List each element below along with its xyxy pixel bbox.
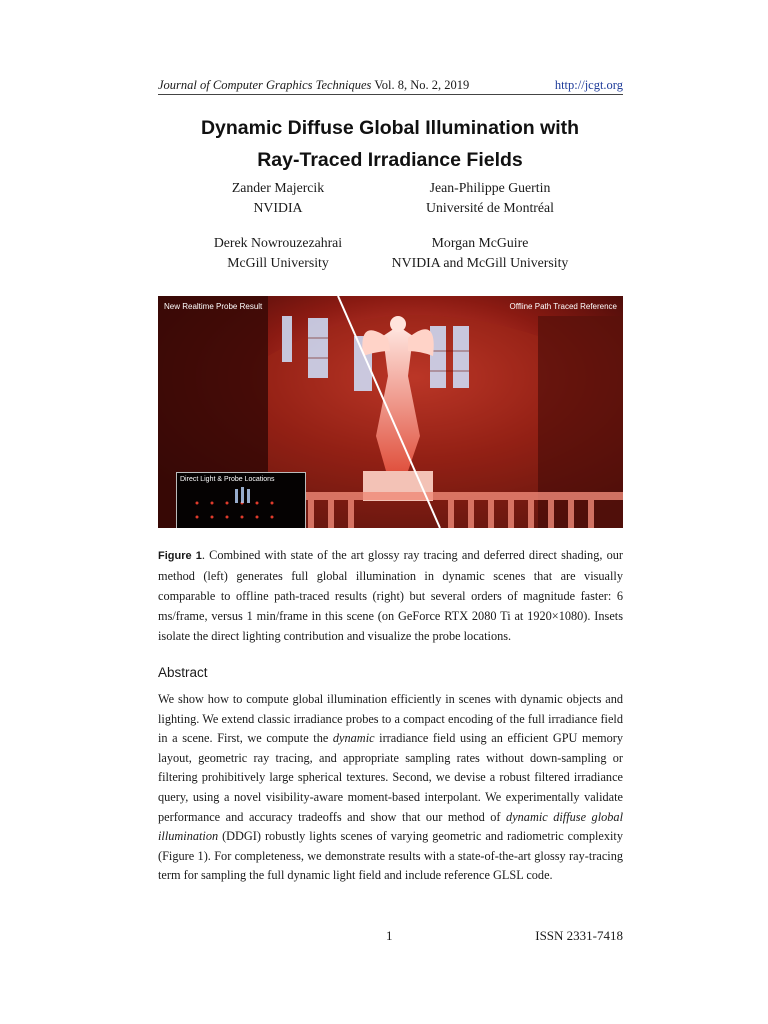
journal-volume: Vol. 8, No. 2, 2019 [374, 78, 470, 92]
figure-label-left: New Realtime Probe Result [164, 302, 263, 311]
title-line-2: Ray-Traced Irradiance Fields [257, 149, 523, 171]
figure-tag: Figure 1 [158, 550, 202, 562]
author-block [360, 233, 600, 273]
author-name: Jean-Philippe Guertin [429, 180, 551, 195]
page-number: 1 [386, 928, 393, 943]
abstract-text: (DDGI) robustly lights scenes of varying geometric and radiometric complexity (Figure 1). For completeness, we demonstrate results with a state-of-the-art glossy ray-tracing term for sampling the full dynamic light field and include reference GLSL code. [158, 829, 623, 883]
author-affiliation: NVIDIA and McGill University [391, 255, 569, 270]
author-name: Morgan McGuire [431, 235, 529, 250]
author-block [198, 233, 358, 273]
author-affiliation: NVIDIA [253, 200, 303, 215]
paper-title [120, 112, 660, 176]
author-name: Derek Nowrouzezahrai [213, 235, 343, 250]
issn-number: ISSN 2331-7418 [535, 928, 623, 943]
journal-url-link[interactable]: http://jcgt.org [554, 78, 623, 92]
author-affiliation: Université de Montréal [426, 200, 554, 215]
author-affiliation: McGill University [227, 255, 329, 270]
journal-name: Journal of Computer Graphics Techniques [158, 78, 372, 92]
figure-label-right: Offline Path Traced Reference [509, 302, 617, 311]
author-name: Zander Majercik [231, 180, 325, 195]
abstract-heading: Abstract [158, 665, 208, 680]
figure-caption [158, 545, 623, 646]
author-block [380, 178, 600, 218]
journal-citation [158, 78, 469, 93]
inset-probe-locations [176, 472, 306, 528]
abstract-emphasis: dynamic [332, 731, 375, 746]
running-header [158, 78, 623, 95]
abstract-emphasis: dynamic diffuse global illumination [158, 809, 623, 844]
inset-label: Direct Light & Probe Locations [180, 476, 275, 483]
teaser-figure-image [158, 296, 623, 528]
author-block [208, 178, 348, 218]
abstract-text: We show how to compute global illumination efficiently in scenes with dynamic objects and lighting. We extend classic irradiance probes to a compact encoding of the full irradiance field in a scene. First, we compute the [158, 692, 623, 746]
caption-text: . Combined with state of the art glossy ray tracing and deferred direct shading, our method (left) generates full global illumination in dynamic scenes that are visually comparable to offline path-traced results (right) but several orders of magnitude faster: 6 ms/frame, versus 1 min/frame in this scene (on GeForce RTX 2080 Ti at 1920×1080). Insets isolate the direct lighting contribution and visualize the probe locations. [158, 548, 623, 643]
abstract-text: irradiance field using an efficient GPU memory layout, geometric ray tracing, and appropriate sampling rates without down-sampling or filtering prohibitively large spherical textures. Second, we devise a robust filtered irradiance query, using a novel visibility-aware moment-based interpolant. We experimentally validate performance and accuracy tradeoffs and show that our method of [158, 731, 623, 824]
abstract-body [158, 690, 623, 886]
title-line-1: Dynamic Diffuse Global Illumination with [200, 117, 580, 139]
